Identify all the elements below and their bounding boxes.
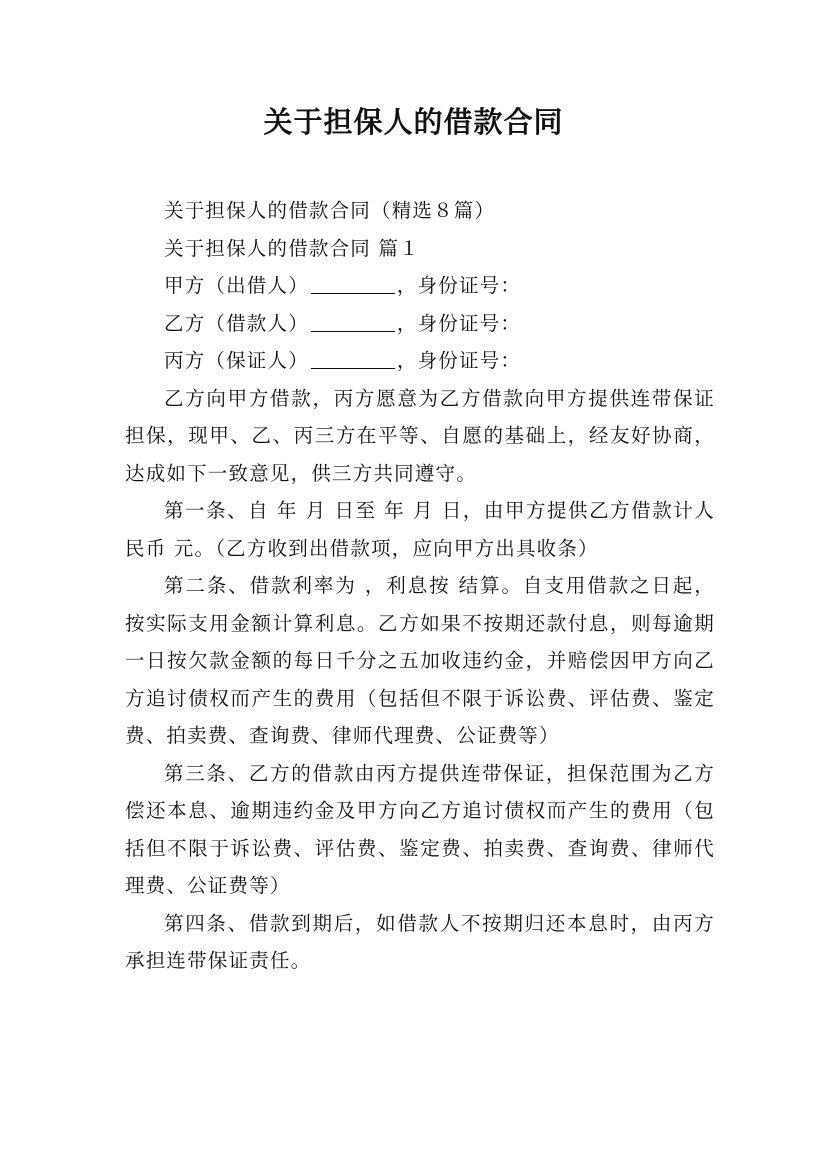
document-subtitle: 关于担保人的借款合同（精选８篇） <box>164 199 496 222</box>
document-body <box>125 192 715 980</box>
blank-underline <box>311 348 395 369</box>
blank-underline <box>311 311 395 332</box>
party-label: 甲方（出借人） <box>164 274 309 297</box>
intro-paragraph: 乙方向甲方借款，丙方愿意为乙方借款向甲方提供连带保证担保，现甲、乙、丙三方在平等、自愿的基础上，经友好协商，达成如下一致意见，供三方共同遵守。 <box>125 386 715 485</box>
section-heading: 关于担保人的借款合同 篇１ <box>164 236 420 260</box>
document-title: 关于担保人的借款合同 <box>263 105 564 139</box>
party-line-b <box>125 305 715 343</box>
article-3-paragraph: 第三条、乙方的借款由丙方提供连带保证，担保范围为乙方偿还本息、逾期违约金及甲方向乙方追讨债权而产生的费用（包括但不限于诉讼费、评估费、鉴定费、拍卖费、查询费、律师代理费、公证费等） <box>125 761 715 897</box>
party-label: 乙方（借款人） <box>164 311 309 335</box>
party-line-c <box>125 342 715 380</box>
id-number-label: ，身份证号： <box>396 274 522 297</box>
id-number-label: ，身份证号： <box>396 311 522 335</box>
article-4-paragraph: 第四条、借款到期后，如借款人不按期归还本息时，由丙方承担连带保证责任。 <box>125 911 715 972</box>
id-number-label: ，身份证号： <box>396 349 522 372</box>
party-line-a <box>125 267 715 305</box>
blank-underline <box>311 273 395 294</box>
article-1-paragraph: 第一条、自 年 月 日至 年 月 日，由甲方提供乙方借款计人民币 元。（乙方收到出借款项，应向甲方出具收条） <box>125 499 715 560</box>
party-label: 丙方（保证人） <box>164 349 309 372</box>
article-2-paragraph: 第二条、借款利率为 ，利息按 结算。自支用借款之日起，按实际支用金额计算利息。乙方如果不按期还款付息，则每逾期一日按欠款金额的每日千分之五加收违约金，并赔偿因甲方向乙方追讨债权而产生的费用（包括但不限于诉讼费、评估费、鉴定费、拍卖费、查询费、律师代理费、公证费等） <box>125 574 715 747</box>
